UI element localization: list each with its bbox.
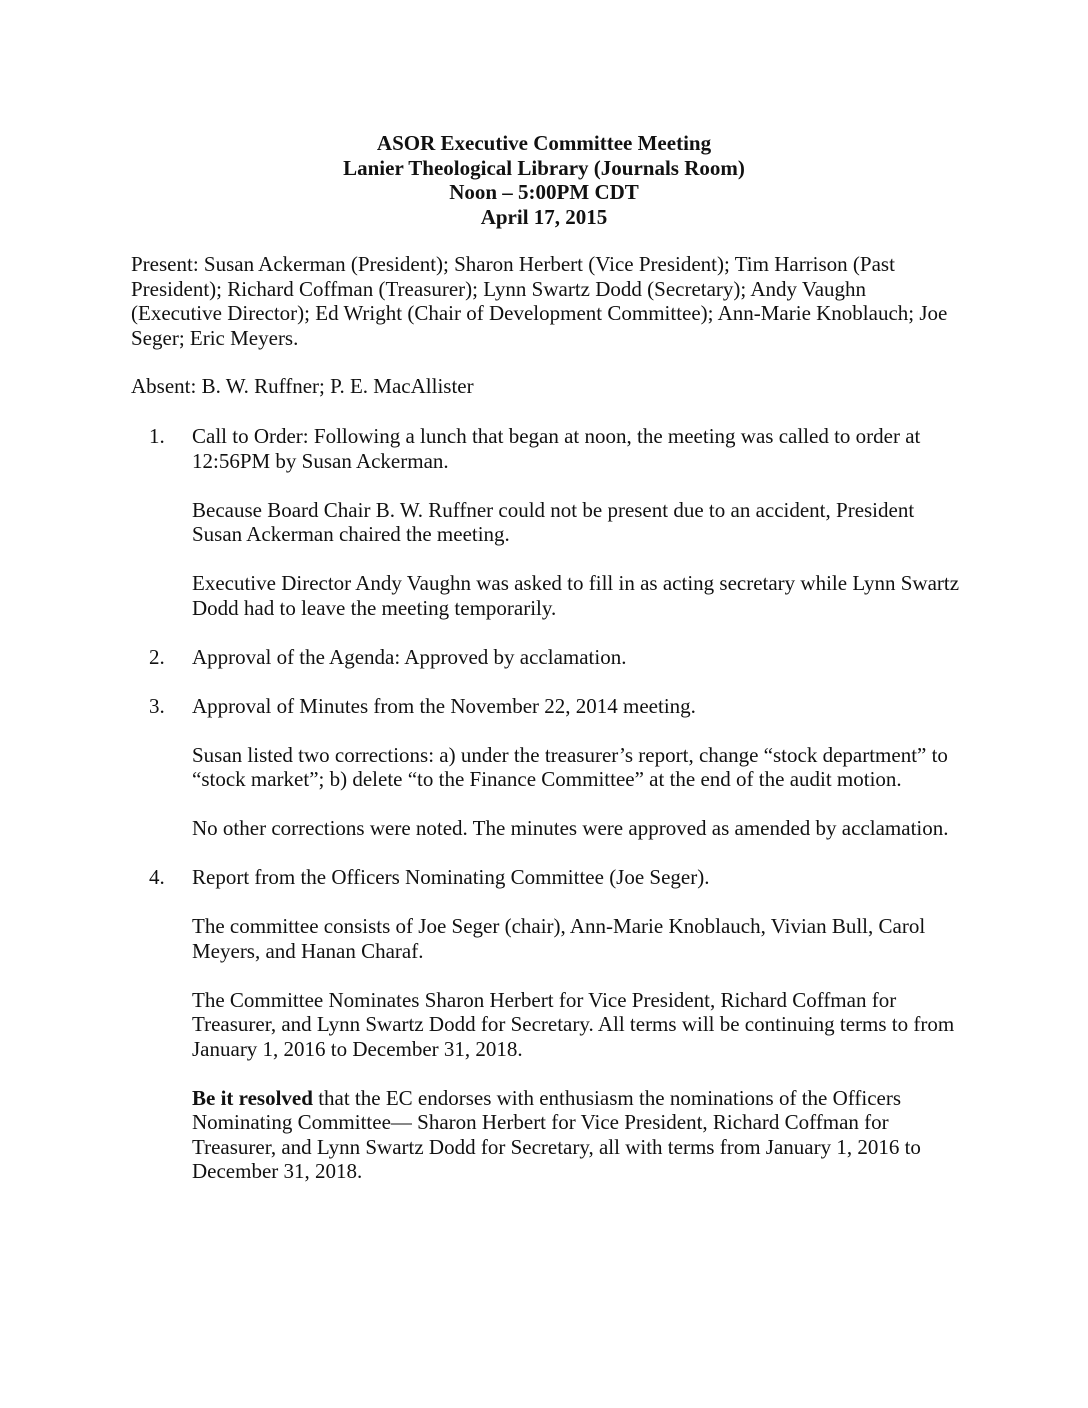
meeting-time: Noon – 5:00PM CDT	[449, 180, 639, 204]
document-header	[0, 131, 1088, 229]
meeting-title: ASOR Executive Committee Meeting	[376, 131, 712, 155]
item-paragraph: Call to Order: Following a lunch that began at noon, the meeting was called to order at 12:56PM by Susan Ackerman.	[192, 424, 921, 473]
item-paragraph: Report from the Officers Nominating Committee (Joe Seger).	[192, 865, 710, 889]
present-attendees: Present: Susan Ackerman (President); Sharon Herbert (Vice President); Tim Harrison (Past President); Richard Coffman (Treasurer); Lynn Swartz Dodd (Secretary); Andy Vaughn (Executive Director); Ed Wright (Chair of Development Committee); Ann-Marie Knoblauch; Joe Seger; Eric Meyers.	[131, 252, 948, 350]
resolution-text: that the EC endorses with enthusiasm the nominations of the Officers Nominating Committee— Sharon Herbert for Vice President, Richard Coffman for Treasurer, and Lynn Swartz Dodd for Secretary, all with terms from January 1, 2016 to December 31, 2018.	[192, 1085, 921, 1183]
item-paragraph: Because Board Chair B. W. Ruffner could not be present due to an accident, President Susan Ackerman chaired the meeting.	[192, 497, 915, 546]
agenda-items	[149, 424, 961, 1208]
item-paragraph: The Committee Nominates Sharon Herbert for Vice President, Richard Coffman for Treasurer, and Lynn Swartz Dodd for Secretary. All terms will be continuing terms to from January 1, 2016 to December 31, 2018.	[192, 987, 955, 1061]
item-number: 2.	[149, 644, 165, 669]
agenda-item-approval-minutes	[149, 694, 961, 841]
agenda-item-nominating-committee	[149, 865, 961, 1184]
item-paragraph: Susan listed two corrections: a) under the treasurer’s report, change “stock department” to “stock market”; b) delete “to the Finance Committee” at the end of the audit motion.	[192, 742, 948, 791]
item-number: 3.	[149, 693, 165, 718]
item-paragraph: Approval of Minutes from the November 22, 2014 meeting.	[192, 693, 696, 718]
absent-attendees: Absent: B. W. Ruffner; P. E. MacAllister	[131, 374, 474, 398]
item-number: 4.	[149, 865, 165, 889]
meeting-location: Lanier Theological Library (Journals Room)	[343, 155, 745, 180]
resolution-paragraph	[192, 1086, 961, 1184]
item-paragraph: Approval of the Agenda: Approved by acclamation.	[192, 644, 627, 669]
meeting-date: April 17, 2015	[480, 204, 608, 229]
item-paragraph: No other corrections were noted. The minutes were approved as amended by acclamation.	[192, 816, 949, 840]
resolution-lead: Be it resolved	[192, 1085, 313, 1110]
item-paragraph: The committee consists of Joe Seger (chair), Ann-Marie Knoblauch, Vivian Bull, Carol Meyers, and Hanan Charaf.	[192, 914, 926, 963]
item-number: 1.	[149, 424, 165, 448]
agenda-item-call-to-order	[149, 424, 961, 620]
item-paragraph: Executive Director Andy Vaughn was asked to fill in as acting secretary while Lynn Swartz Dodd had to leave the meeting temporarily.	[192, 571, 960, 620]
agenda-item-approval-agenda	[149, 645, 961, 670]
